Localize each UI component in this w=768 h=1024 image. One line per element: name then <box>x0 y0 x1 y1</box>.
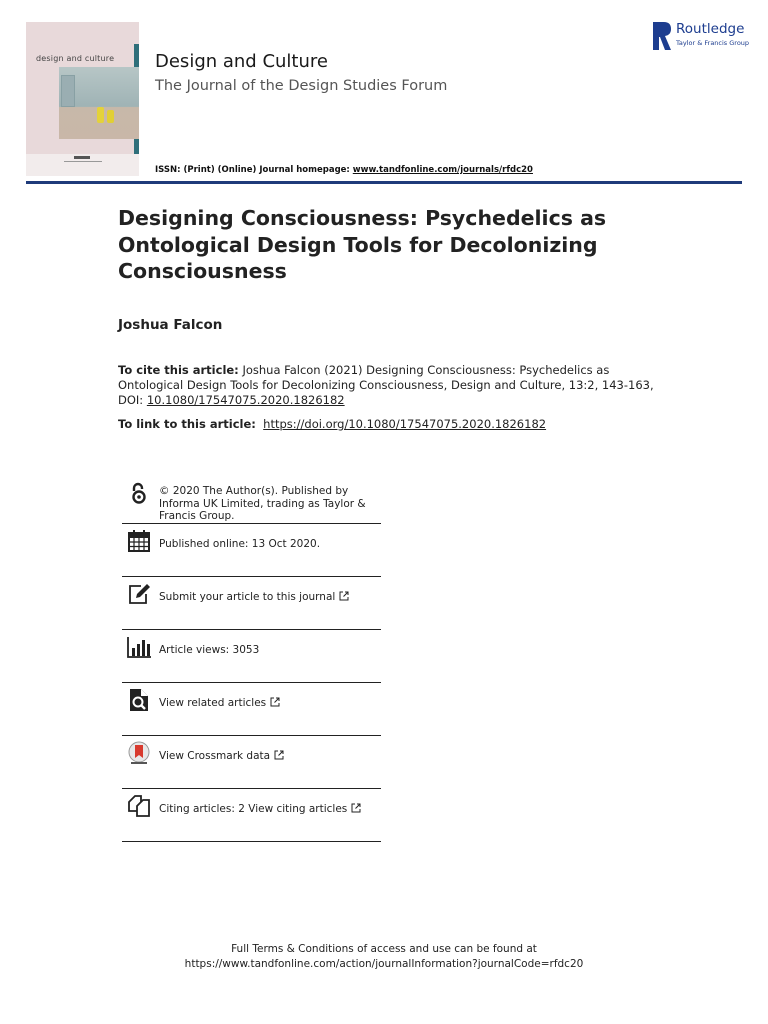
header-divider <box>26 181 742 184</box>
external-link-icon <box>351 803 361 813</box>
submit-article-link[interactable] <box>159 591 381 604</box>
citing-label: Citing articles: 2 View citing articles <box>159 803 348 815</box>
footer <box>0 942 768 972</box>
citation <box>118 363 678 408</box>
list-item-submit[interactable] <box>122 577 381 630</box>
citing-articles-icon <box>127 794 151 818</box>
publisher-subtitle: Taylor & Francis Group <box>676 39 750 47</box>
citation-label: To cite this article: <box>118 363 239 377</box>
list-item-published <box>122 524 381 577</box>
issn-line <box>155 165 533 175</box>
calendar-icon <box>127 529 151 553</box>
bar-chart-icon <box>127 635 151 659</box>
article-info-list <box>122 478 381 842</box>
copyright-text: © 2020 The Author(s). Published by Informa UK Limited, trading as Taylor & Francis Group. <box>159 485 366 522</box>
journal-subtitle: The Journal of the Design Studies Forum <box>155 78 448 94</box>
journal-cover-image <box>26 22 139 176</box>
journal-name: Design and Culture <box>155 51 328 72</box>
list-item-citing[interactable] <box>122 789 381 842</box>
crossmark-icon <box>127 741 151 765</box>
related-articles-link[interactable] <box>159 697 381 710</box>
list-item-related[interactable] <box>122 683 381 736</box>
citing-articles-link[interactable] <box>159 803 381 816</box>
crossmark-link[interactable] <box>159 750 381 763</box>
citation-doi-link[interactable]: 10.1080/17547075.2020.1826182 <box>146 393 345 407</box>
publisher-logo[interactable] <box>652 20 748 50</box>
external-link-icon <box>274 750 284 760</box>
published-date: Published online: 13 Oct 2020. <box>159 538 321 550</box>
article-views: Article views: 3053 <box>159 644 260 656</box>
footer-terms-text: Full Terms & Conditions of access and use can be found at <box>231 943 537 955</box>
article-title: Designing Consciousness: Psychedelics as Ontological Design Tools for Decolonizing Consciousness <box>118 206 607 283</box>
article-author: Joshua Falcon <box>118 317 223 333</box>
article-doi-link[interactable]: https://doi.org/10.1080/17547075.2020.1826182 <box>263 417 547 431</box>
citation-text: Joshua Falcon (2021) Designing Consciousness: Psychedelics as Ontological Design Tools for Decolonizing Consciousness, Design and Culture, 13:2, 143-163, DOI: <box>118 363 654 407</box>
external-link-icon <box>339 591 349 601</box>
open-access-icon <box>127 482 151 506</box>
cover-photo <box>59 67 139 139</box>
cover-footer <box>26 154 139 176</box>
list-item-views <box>122 630 381 683</box>
related-articles-icon <box>127 688 151 712</box>
footer-terms-url[interactable]: https://www.tandfonline.com/action/journalInformation?journalCode=rfdc20 <box>184 958 584 970</box>
edit-icon <box>127 582 151 606</box>
external-link-icon <box>270 697 280 707</box>
crossmark-label: View Crossmark data <box>159 750 271 762</box>
routledge-logo-icon <box>652 22 672 50</box>
submit-label: Submit your article to this journal <box>159 591 336 603</box>
article-link <box>118 417 546 431</box>
journal-homepage-link[interactable]: www.tandfonline.com/journals/rfdc20 <box>352 165 533 175</box>
publisher-name: Routledge <box>676 21 745 37</box>
related-label: View related articles <box>159 697 267 709</box>
list-item-copyright <box>122 478 381 524</box>
cover-title: design and culture <box>36 54 115 63</box>
issn-prefix: ISSN: (Print) (Online) Journal homepage: <box>155 165 353 175</box>
list-item-crossmark[interactable] <box>122 736 381 789</box>
link-label: To link to this article: <box>118 417 256 431</box>
